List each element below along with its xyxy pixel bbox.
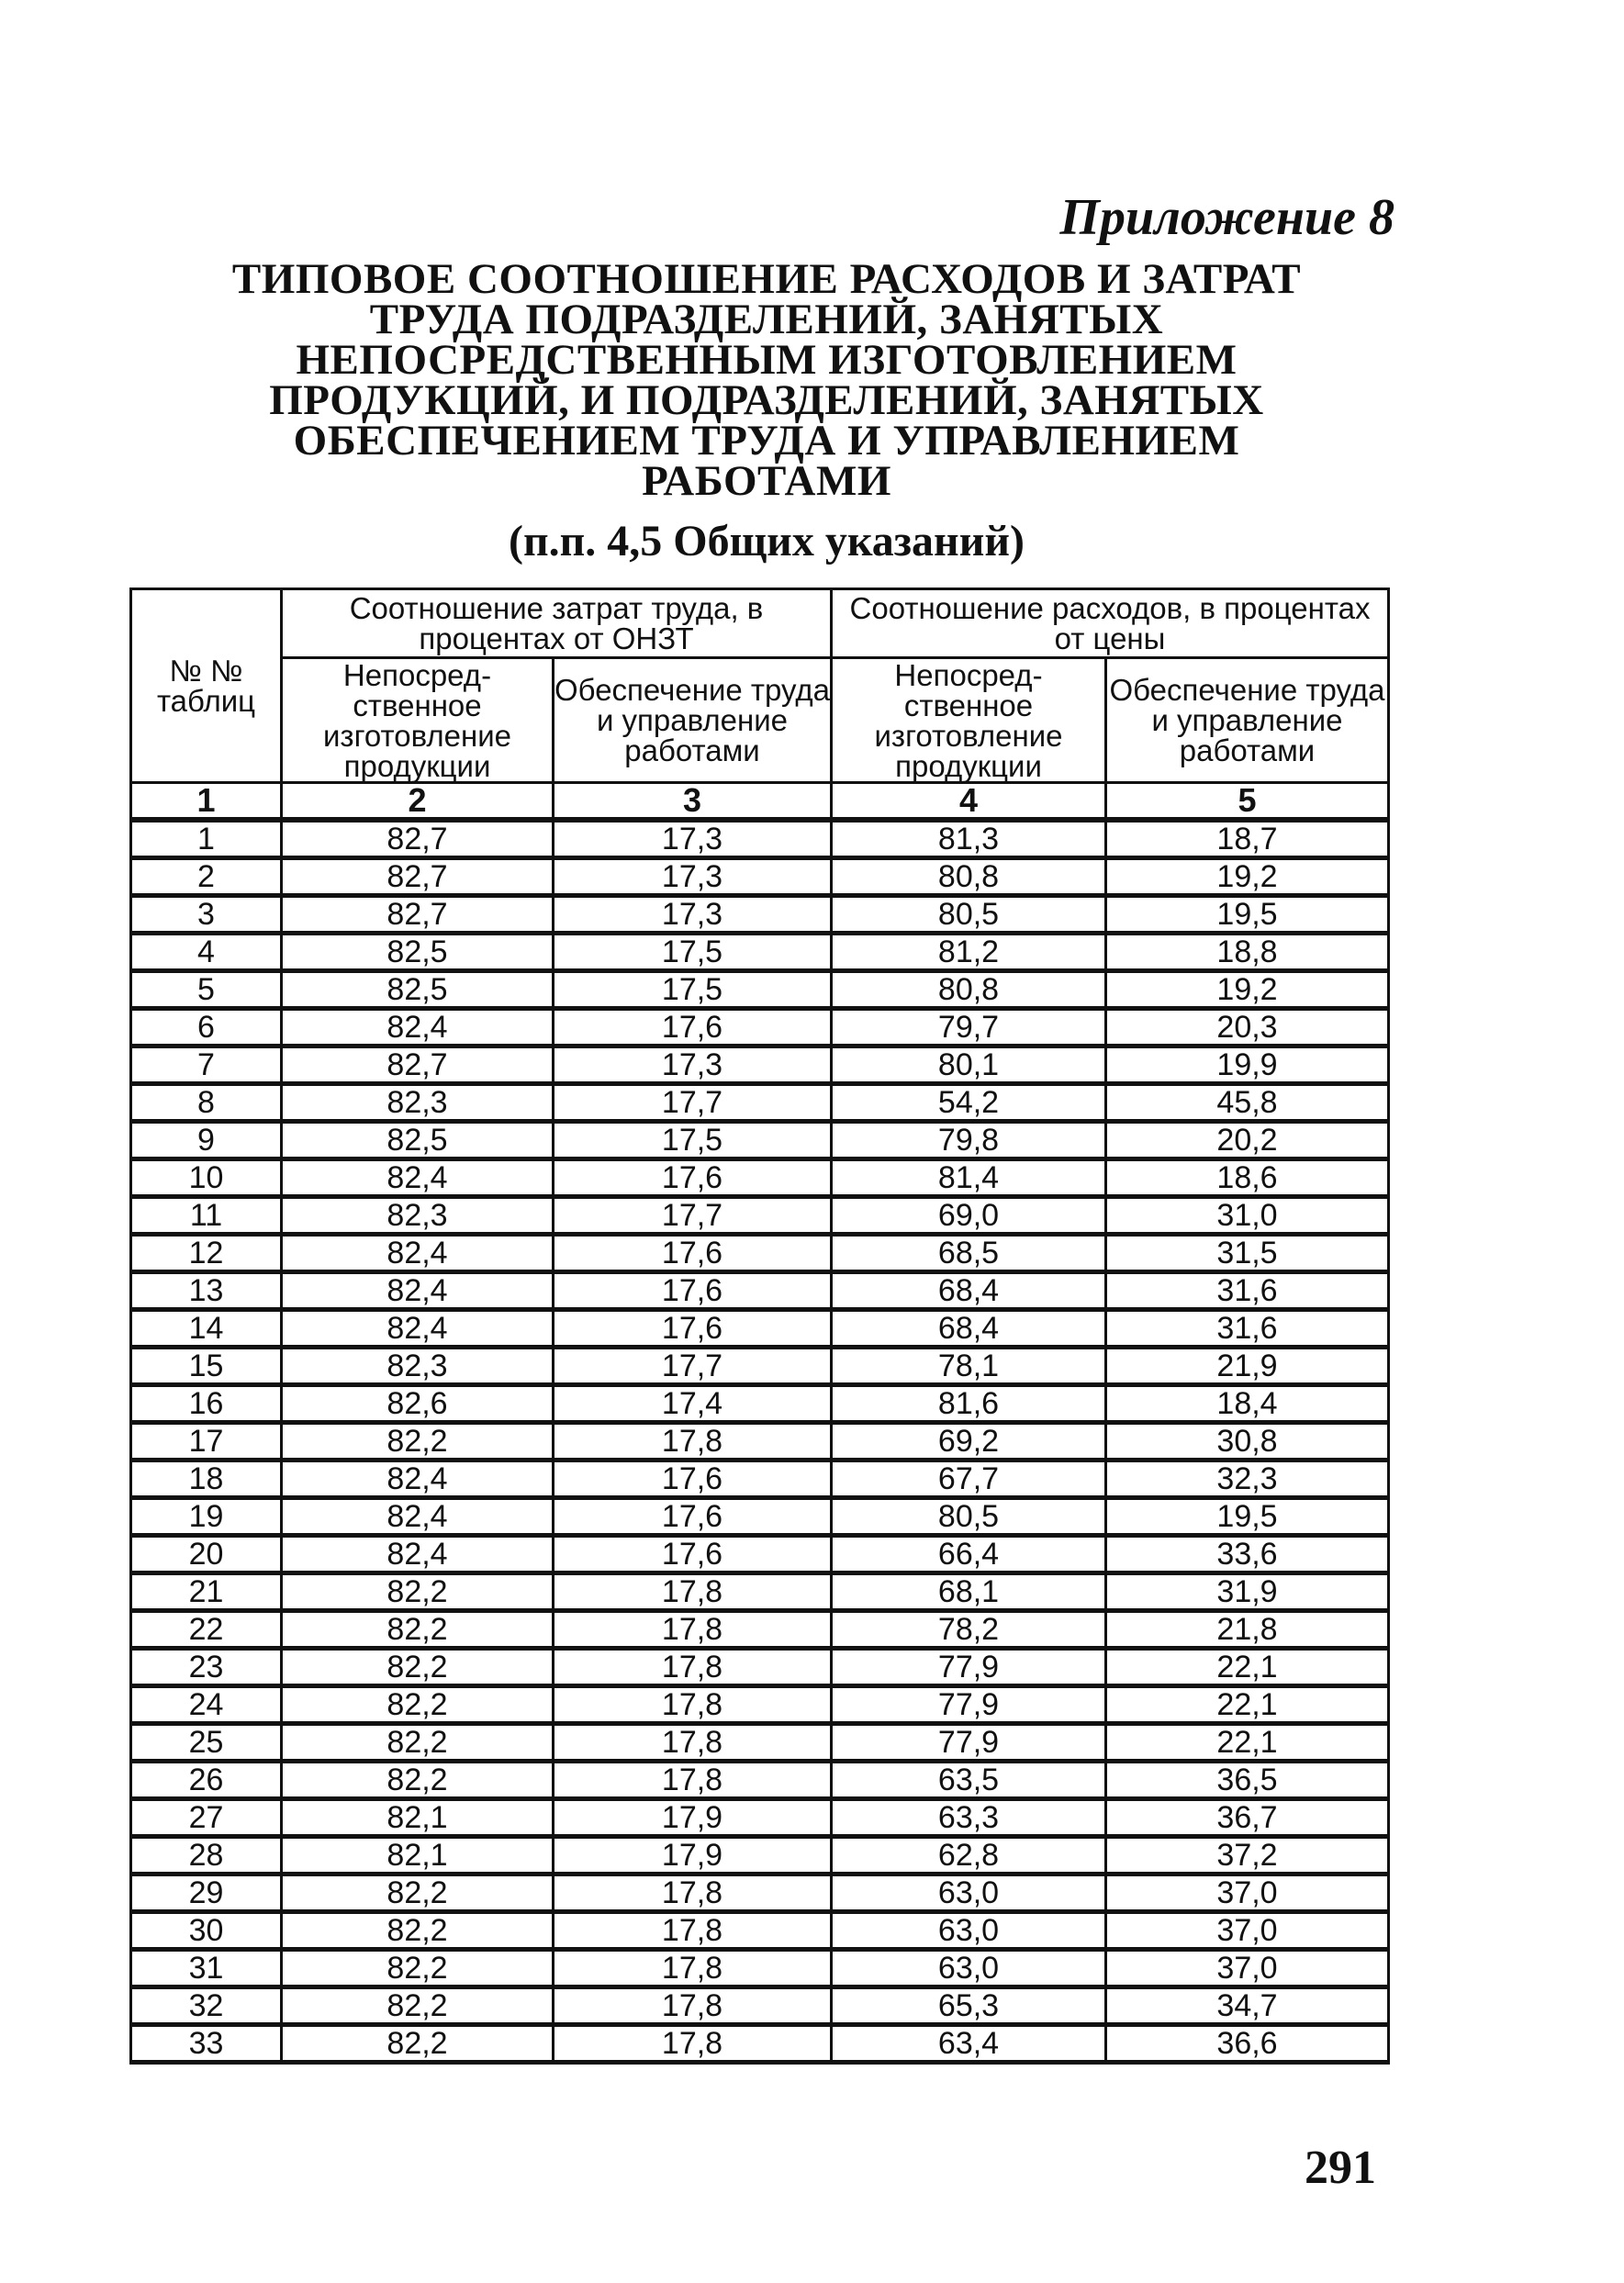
table-cell: 25 <box>131 1724 282 1762</box>
table-cell: 82,2 <box>282 1649 554 1686</box>
table-cell: 19,2 <box>1106 971 1389 1009</box>
table-cell: 8 <box>131 1084 282 1122</box>
table-cell: 68,4 <box>832 1310 1106 1348</box>
table-cell: 17,9 <box>554 1837 832 1875</box>
table-cell: 5 <box>131 971 282 1009</box>
table-cell: 17,8 <box>554 1912 832 1950</box>
table-cell: 80,8 <box>832 971 1106 1009</box>
table-row <box>131 1009 1389 1046</box>
column-number: 2 <box>282 783 554 821</box>
table-row <box>131 1084 1389 1122</box>
table-row <box>131 1611 1389 1649</box>
table-cell: 16 <box>131 1385 282 1423</box>
table-row <box>131 1536 1389 1573</box>
table-cell: 81,2 <box>832 934 1106 971</box>
table-cell: 81,3 <box>832 820 1106 858</box>
table-cell: 77,9 <box>832 1686 1106 1724</box>
table-cell: 21,9 <box>1106 1348 1389 1385</box>
table-cell: 22,1 <box>1106 1724 1389 1762</box>
table-cell: 81,6 <box>832 1385 1106 1423</box>
table-cell: 62,8 <box>832 1837 1106 1875</box>
table-cell: 17 <box>131 1423 282 1460</box>
table-cell: 10 <box>131 1159 282 1197</box>
table-row <box>131 1235 1389 1272</box>
table-cell: 78,1 <box>832 1348 1106 1385</box>
table-cell: 81,4 <box>832 1159 1106 1197</box>
table-cell: 17,6 <box>554 1159 832 1197</box>
table-cell: 18,8 <box>1106 934 1389 971</box>
table-cell: 32,3 <box>1106 1460 1389 1498</box>
table-cell: 32 <box>131 1987 282 2025</box>
table-cell: 36,5 <box>1106 1762 1389 1799</box>
table-cell: 22,1 <box>1106 1649 1389 1686</box>
table-cell: 82,7 <box>282 820 554 858</box>
table-cell: 36,7 <box>1106 1799 1389 1837</box>
table-cell: 82,2 <box>282 1686 554 1724</box>
table-cell: 17,5 <box>554 934 832 971</box>
table-cell: 82,4 <box>282 1498 554 1536</box>
table-cell: 82,2 <box>282 1573 554 1611</box>
table-row <box>131 1197 1389 1235</box>
table-cell: 17,8 <box>554 1649 832 1686</box>
table-cell: 17,7 <box>554 1348 832 1385</box>
table-cell: 21,8 <box>1106 1611 1389 1649</box>
table-cell: 17,7 <box>554 1084 832 1122</box>
table-cell: 82,7 <box>282 858 554 896</box>
table-cell: 22,1 <box>1106 1686 1389 1724</box>
table-cell: 17,6 <box>554 1009 832 1046</box>
table-cell: 17,7 <box>554 1197 832 1235</box>
table-cell: 82,2 <box>282 1875 554 1912</box>
header-cost-support: Обеспечение труда и управление работами <box>1106 658 1389 783</box>
table-cell: 17,3 <box>554 1046 832 1084</box>
table-cell: 1 <box>131 820 282 858</box>
table-cell: 20,3 <box>1106 1009 1389 1046</box>
table-row <box>131 1649 1389 1686</box>
table-cell: 17,8 <box>554 1573 832 1611</box>
table-cell: 17,3 <box>554 858 832 896</box>
table-row <box>131 1912 1389 1950</box>
table-cell: 17,3 <box>554 896 832 934</box>
table-cell: 82,4 <box>282 1235 554 1272</box>
table-cell: 18,6 <box>1106 1159 1389 1197</box>
table-cell: 82,6 <box>282 1385 554 1423</box>
title-line: ТИПОВОЕ СООТНОШЕНИЕ РАСХОДОВ И ЗАТРАТ <box>231 255 1302 303</box>
table-cell: 19,5 <box>1106 896 1389 934</box>
table-cell: 66,4 <box>832 1536 1106 1573</box>
table-row <box>131 1046 1389 1084</box>
table-cell: 34,7 <box>1106 1987 1389 2025</box>
title-line: ОБЕСПЕЧЕНИЕМ ТРУДА И УПРАВЛЕНИЕМ <box>293 417 1240 464</box>
title-line: ПРОДУКЦИЙ, И ПОДРАЗДЕЛЕНИЙ, ЗАНЯТЫХ <box>269 376 1264 424</box>
table-cell: 17,8 <box>554 1686 832 1724</box>
table-cell: 13 <box>131 1272 282 1310</box>
table-cell: 82,1 <box>282 1837 554 1875</box>
table-row <box>131 1987 1389 2025</box>
table-cell: 20,2 <box>1106 1122 1389 1159</box>
header-cost-group: Соотношение расходов, в процентах от цены <box>832 589 1389 658</box>
table-cell: 82,5 <box>282 934 554 971</box>
table-row <box>131 1310 1389 1348</box>
table-cell: 17,8 <box>554 1423 832 1460</box>
table-row <box>131 1122 1389 1159</box>
table-row <box>131 1460 1389 1498</box>
header-cost-direct: Непосред-ственное изготовление продукции <box>832 658 1106 783</box>
title-line: НЕПОСРЕДСТВЕННЫМ ИЗГОТОВЛЕНИЕМ <box>296 336 1238 384</box>
table-cell: 78,2 <box>832 1611 1106 1649</box>
table-row <box>131 896 1389 934</box>
header-labor-direct: Непосред-ственное изготовление продукции <box>282 658 554 783</box>
column-number: 5 <box>1106 783 1389 821</box>
table-cell: 17,6 <box>554 1460 832 1498</box>
table-cell: 22 <box>131 1611 282 1649</box>
table-cell: 63,0 <box>832 1875 1106 1912</box>
table-cell: 23 <box>131 1649 282 1686</box>
table-cell: 3 <box>131 896 282 934</box>
table-cell: 82,2 <box>282 1762 554 1799</box>
table-cell: 19,5 <box>1106 1498 1389 1536</box>
title-line: ТРУДА ПОДРАЗДЕЛЕНИЙ, ЗАНЯТЫХ <box>369 296 1164 343</box>
table-cell: 17,5 <box>554 971 832 1009</box>
table-body <box>131 820 1389 2063</box>
table-cell: 17,6 <box>554 1272 832 1310</box>
table-cell: 17,5 <box>554 1122 832 1159</box>
header-labor-group: Соотношение затрат труда, в процентах от ОНЗТ <box>282 589 832 658</box>
table-row <box>131 1686 1389 1724</box>
table-row <box>131 1724 1389 1762</box>
table-cell: 19,9 <box>1106 1046 1389 1084</box>
table-cell: 30 <box>131 1912 282 1950</box>
table-cell: 18,4 <box>1106 1385 1389 1423</box>
table-cell: 82,4 <box>282 1009 554 1046</box>
column-number: 1 <box>131 783 282 821</box>
table-cell: 2 <box>131 858 282 896</box>
table-cell: 11 <box>131 1197 282 1235</box>
table-cell: 68,1 <box>832 1573 1106 1611</box>
column-number: 3 <box>554 783 832 821</box>
table-cell: 69,0 <box>832 1197 1106 1235</box>
table-cell: 37,0 <box>1106 1950 1389 1987</box>
table-row <box>131 858 1389 896</box>
table-cell: 82,4 <box>282 1460 554 1498</box>
table-cell: 77,9 <box>832 1649 1106 1686</box>
table-cell: 26 <box>131 1762 282 1799</box>
title-line: РАБОТАМИ <box>642 457 891 505</box>
table-cell: 17,8 <box>554 1950 832 1987</box>
table-cell: 36,6 <box>1106 2025 1389 2063</box>
table-cell: 4 <box>131 934 282 971</box>
table-cell: 79,8 <box>832 1122 1106 1159</box>
table-row <box>131 1272 1389 1310</box>
table-cell: 82,7 <box>282 896 554 934</box>
table-cell: 17,9 <box>554 1799 832 1837</box>
table-cell: 9 <box>131 1122 282 1159</box>
table-cell: 80,1 <box>832 1046 1106 1084</box>
table-cell: 80,5 <box>832 896 1106 934</box>
table-cell: 67,7 <box>832 1460 1106 1498</box>
table-row <box>131 934 1389 971</box>
table-cell: 17,8 <box>554 1875 832 1912</box>
table-cell: 31,9 <box>1106 1573 1389 1611</box>
table-cell: 17,6 <box>554 1498 832 1536</box>
table-cell: 63,0 <box>832 1950 1106 1987</box>
table-cell: 68,4 <box>832 1272 1106 1310</box>
table-cell: 31 <box>131 1950 282 1987</box>
table-cell: 77,9 <box>832 1724 1106 1762</box>
page-title <box>138 255 1395 505</box>
table-cell: 19 <box>131 1498 282 1536</box>
table-cell: 82,2 <box>282 1950 554 1987</box>
table-row <box>131 1875 1389 1912</box>
table-cell: 17,4 <box>554 1385 832 1423</box>
table-row <box>131 820 1389 858</box>
table-cell: 45,8 <box>1106 1084 1389 1122</box>
table-row <box>131 1498 1389 1536</box>
table-cell: 82,2 <box>282 1423 554 1460</box>
table-cell: 82,1 <box>282 1799 554 1837</box>
table-cell: 18,7 <box>1106 820 1389 858</box>
table-cell: 82,2 <box>282 2025 554 2063</box>
table-cell: 82,2 <box>282 1912 554 1950</box>
table-cell: 21 <box>131 1573 282 1611</box>
table-cell: 17,8 <box>554 1987 832 2025</box>
table-cell: 82,5 <box>282 971 554 1009</box>
table-row <box>131 1837 1389 1875</box>
table-cell: 17,8 <box>554 1762 832 1799</box>
ratio-table <box>129 588 1390 2065</box>
table-cell: 63,4 <box>832 2025 1106 2063</box>
table-cell: 80,8 <box>832 858 1106 896</box>
table-cell: 65,3 <box>832 1987 1106 2025</box>
column-number: 4 <box>832 783 1106 821</box>
table-row <box>131 971 1389 1009</box>
table-cell: 82,4 <box>282 1272 554 1310</box>
table-cell: 37,0 <box>1106 1875 1389 1912</box>
table-cell: 29 <box>131 1875 282 1912</box>
table-cell: 20 <box>131 1536 282 1573</box>
page-number: 291 <box>1305 2142 1376 2194</box>
table-cell: 31,5 <box>1106 1235 1389 1272</box>
header-table-number: № № таблиц <box>131 589 282 783</box>
table-cell: 82,7 <box>282 1046 554 1084</box>
subtitle: (п.п. 4,5 Общих указаний) <box>509 517 1025 565</box>
table-cell: 82,2 <box>282 1724 554 1762</box>
table-cell: 18 <box>131 1460 282 1498</box>
table-cell: 17,6 <box>554 1536 832 1573</box>
table-cell: 30,8 <box>1106 1423 1389 1460</box>
table-cell: 82,3 <box>282 1084 554 1122</box>
table-cell: 17,6 <box>554 1235 832 1272</box>
table-row <box>131 2025 1389 2063</box>
table-cell: 31,0 <box>1106 1197 1389 1235</box>
table-cell: 31,6 <box>1106 1310 1389 1348</box>
table-row <box>131 1385 1389 1423</box>
table-cell: 54,2 <box>832 1084 1106 1122</box>
table-cell: 12 <box>131 1235 282 1272</box>
table-cell: 82,4 <box>282 1536 554 1573</box>
table-cell: 15 <box>131 1348 282 1385</box>
table-cell: 80,5 <box>832 1498 1106 1536</box>
table-cell: 17,8 <box>554 1611 832 1649</box>
table-cell: 31,6 <box>1106 1272 1389 1310</box>
table-cell: 82,2 <box>282 1987 554 2025</box>
table-cell: 19,2 <box>1106 858 1389 896</box>
table-cell: 6 <box>131 1009 282 1046</box>
table-cell: 17,8 <box>554 2025 832 2063</box>
table-cell: 14 <box>131 1310 282 1348</box>
table-cell: 68,5 <box>832 1235 1106 1272</box>
table-cell: 17,6 <box>554 1310 832 1348</box>
table-cell: 82,2 <box>282 1611 554 1649</box>
table-cell: 28 <box>131 1837 282 1875</box>
table-cell: 63,3 <box>832 1799 1106 1837</box>
header-labor-support: Обеспечение труда и управление работами <box>554 658 832 783</box>
table-cell: 79,7 <box>832 1009 1106 1046</box>
table-row <box>131 1799 1389 1837</box>
table-row <box>131 1348 1389 1385</box>
table-cell: 17,8 <box>554 1724 832 1762</box>
table-cell: 33,6 <box>1106 1536 1389 1573</box>
table-cell: 17,3 <box>554 820 832 858</box>
table-cell: 63,5 <box>832 1762 1106 1799</box>
table-row <box>131 1762 1389 1799</box>
table-cell: 33 <box>131 2025 282 2063</box>
table-cell: 37,0 <box>1106 1912 1389 1950</box>
table-cell: 82,3 <box>282 1348 554 1385</box>
appendix-label: Приложение 8 <box>1059 189 1394 246</box>
table-cell: 37,2 <box>1106 1837 1389 1875</box>
table-cell: 82,3 <box>282 1197 554 1235</box>
table-cell: 82,4 <box>282 1310 554 1348</box>
table-cell: 82,5 <box>282 1122 554 1159</box>
table-cell: 63,0 <box>832 1912 1106 1950</box>
table-cell: 7 <box>131 1046 282 1084</box>
table-cell: 24 <box>131 1686 282 1724</box>
table-cell: 27 <box>131 1799 282 1837</box>
table-row <box>131 1950 1389 1987</box>
table-cell: 82,4 <box>282 1159 554 1197</box>
table-row <box>131 1159 1389 1197</box>
table-cell: 69,2 <box>832 1423 1106 1460</box>
table-row <box>131 1423 1389 1460</box>
table-row <box>131 1573 1389 1611</box>
